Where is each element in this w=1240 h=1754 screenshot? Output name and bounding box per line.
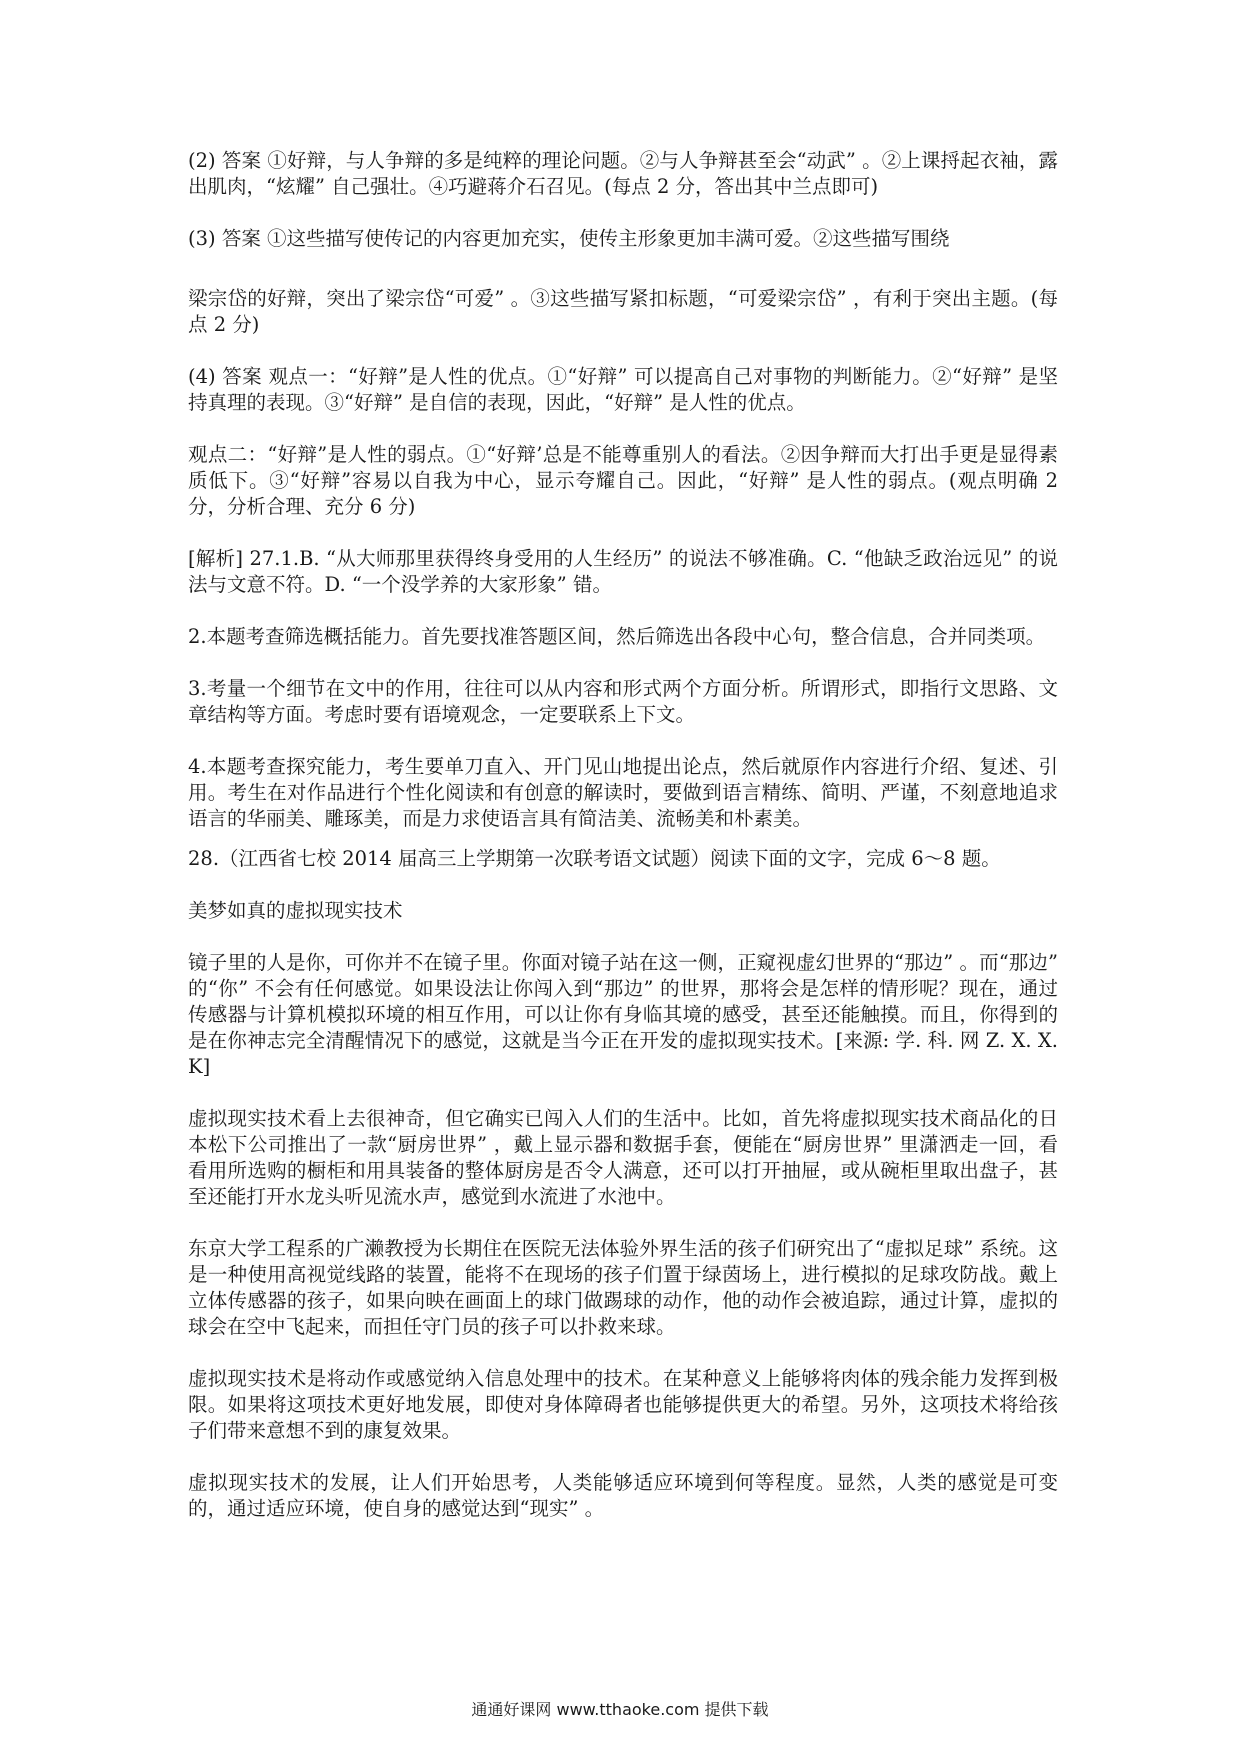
page-footer: 通通好课网 www.tthaoke.com 提供下载: [471, 1700, 769, 1719]
article-paragraph-3: 东京大学工程系的广濑教授为长期住在医院无法体验外界生活的孩子们研究出了“虚拟足球” 系统。这是一种使用高视觉线路的装置，能将不在现场的孩子们置于绿茵场上，进行模拟的足球攻防战。戴上立体传感器的孩子，如果向映在画面上的球门做踢球的动作，他的动作会被追踪，通过计算，虚拟的球会在空中飞起来，而担任守门员的孩子可以扑救来球。: [188, 1237, 1058, 1338]
article-paragraph-2: 虚拟现实技术看上去很神奇，但它确实已闯入人们的生活中。比如，首先将虚拟现实技术商品化的日本松下公司推出了一款“厨房世界” ，戴上显示器和数据手套，便能在“厨房世界” 里潇洒走一回，看看用所选购的橱柜和用具装备的整体厨房是否令人满意，还可以打开抽屉，或从碗柜里取出盘子，甚至还能打开水龙头听见流水声，感觉到水流进了水池中。: [188, 1107, 1058, 1208]
answer-4-view-1: (4) 答案 观点一：“好辩”是人性的优点。①“好辩” 可以提高自己对事物的判断能力。②“好辩” 是坚持真理的表现。③“好辩” 是自信的表现，因此，“好辩” 是人性的优点。: [188, 365, 1058, 414]
article-paragraph-5: 虚拟现实技术的发展，让人们开始思考，人类能够适应环境到何等程度。显然，人类的感觉是可变的，通过适应环境，使自身的感觉达到“现实” 。: [188, 1471, 1058, 1520]
article-paragraph-4: 虚拟现实技术是将动作或感觉纳入信息处理中的技术。在某种意义上能够将肉体的残余能力发挥到极限。如果将这项技术更好地发展，即使对身体障碍者也能够提供更大的希望。另外，这项技术将给孩子们带来意想不到的康复效果。: [188, 1367, 1058, 1442]
question-28-heading: 28.（江西省七校 2014 届高三上学期第一次联考语文试题）阅读下面的文字，完成 6～8 题。: [188, 847, 1001, 870]
analysis-27-1: [解析] 27.1.B. “从大师那里获得终身受用的人生经历” 的说法不够准确。C. “他缺乏政治远见” 的说法与文意不符。D. “一个没学养的大家形象” 错。: [188, 547, 1058, 596]
article-paragraph-1: 镜子里的人是你，可你并不在镜子里。你面对镜子站在这一侧，正窥视虚幻世界的“那边” 。而“那边” 的“你” 不会有任何感觉。如果设法让你闯入到“那边” 的世界，那将会是怎样的情形呢？现在，通过传感器与计算机模拟环境的相互作用，可以让你有身临其境的感受，甚至还能触摸。而且，你得到的是在你神志完全清醒情况下的感觉，这就是当今正在开发的虚拟现实技术。[来源: 学. 科. 网 Z. X. X. K]: [188, 951, 1058, 1078]
answer-3-line-2: 梁宗岱的好辩，突出了梁宗岱“可爱” 。③这些描写紧扣标题，“可爱梁宗岱” ，有利于突出主题。(每点 2 分): [188, 287, 1058, 336]
answer-2: (2) 答案 ①好辩，与人争辩的多是纯粹的理论问题。②与人争辩甚至会“动武” 。②上课捋起衣袖，露出肌肉，“炫耀” 自己强壮。④巧避蒋介石召见。(每点 2 分，答出其中兰点即可): [188, 149, 1058, 198]
analysis-27-4: 4.本题考查探究能力，考生要单刀直入、开门见山地提出论点，然后就原作内容进行介绍、复述、引用。考生在对作品进行个性化阅读和有创意的解读时，要做到语言精练、简明、严谨，不刻意地追求语言的华丽美、雕琢美，而是力求使语言具有简洁美、流畅美和朴素美。: [188, 755, 1058, 830]
analysis-27-2: 2.本题考查筛选概括能力。首先要找准答题区间，然后筛选出各段中心句，整合信息，合并同类项。: [188, 625, 1046, 648]
article-title: 美梦如真的虚拟现实技术: [188, 899, 403, 922]
answer-4-view-2: 观点二：“好辩”是人性的弱点。①“好辩’总是不能尊重别人的看法。②因争辩而大打出手更是显得素质低下。③“好辩”容易以自我为中心，显示夸耀自己。因此，“好辩” 是人性的弱点。(观点明确 2 分，分析合理、充分 6 分): [188, 443, 1058, 518]
document-page: [188, 148, 1058, 1548]
answer-3-line-1: (3) 答案 ①这些描写使传记的内容更加充实，使传主形象更加丰满可爱。②这些描写围绕: [188, 227, 950, 250]
analysis-27-3: 3.考量一个细节在文中的作用，往往可以从内容和形式两个方面分析。所谓形式，即指行文思路、文章结构等方面。考虑时要有语境观念，一定要联系上下文。: [188, 677, 1058, 726]
